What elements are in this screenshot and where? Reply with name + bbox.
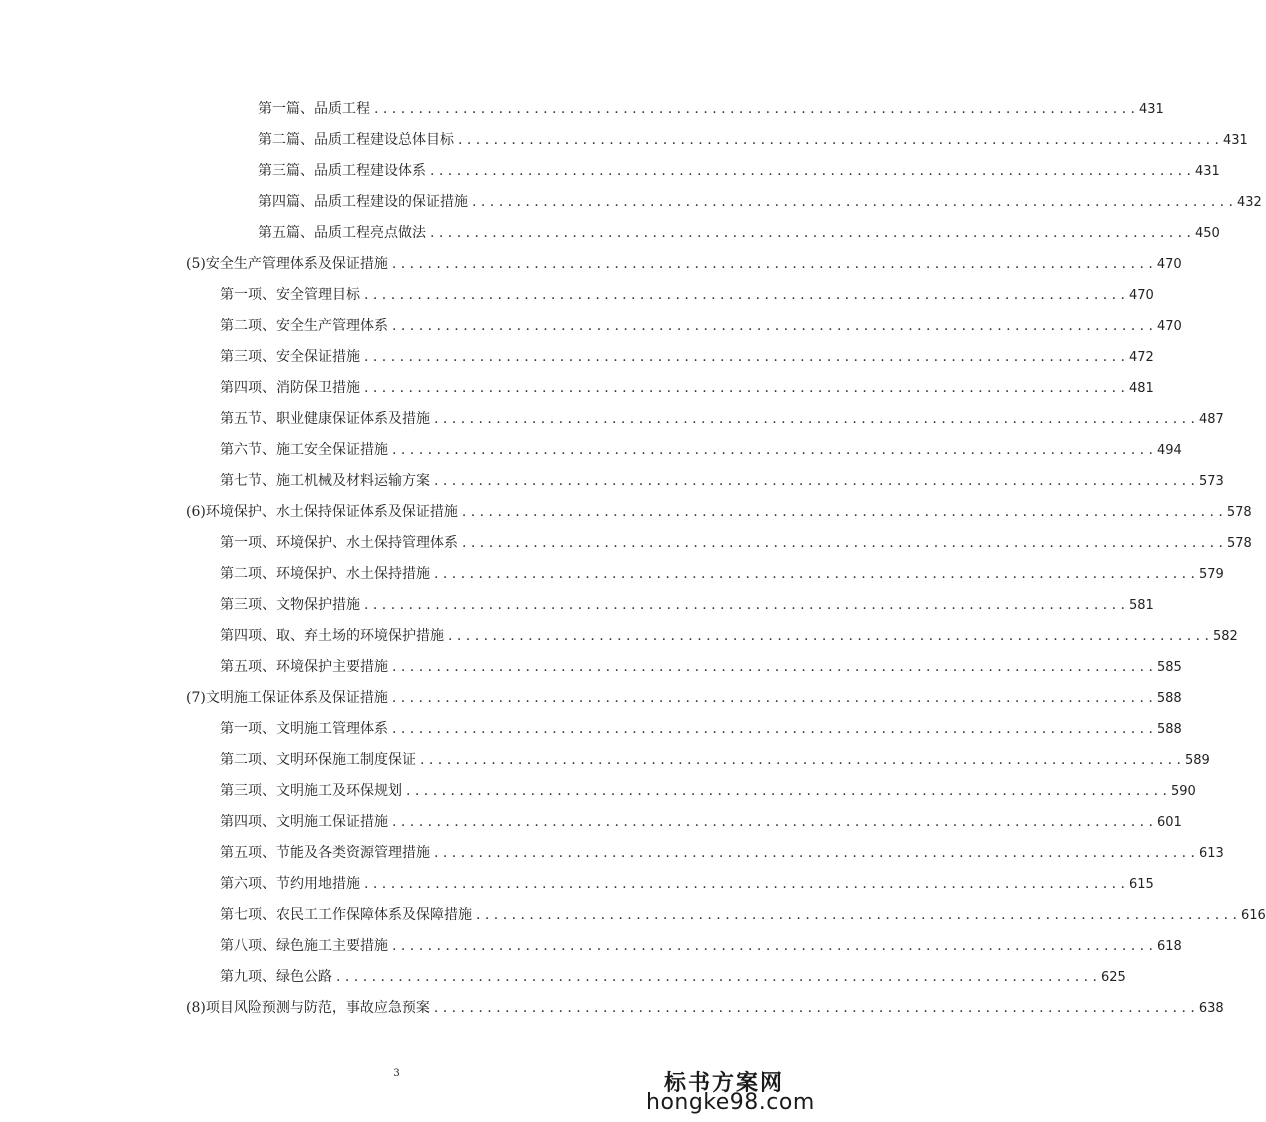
toc-leader-dots [392,249,1153,280]
toc-entry-page: 578 [1226,536,1252,551]
toc-entry-page: 494 [1156,443,1182,458]
toc-leader-dots [392,714,1153,745]
watermark-url: hongke98.com [646,1090,815,1115]
toc-entry-title: 第一项、文明施工管理体系 [220,721,388,737]
toc-entry-title: 第七节、施工机械及材料运输方案 [220,473,430,489]
toc-leader-dots [336,962,1097,993]
toc-entry-title: 第六节、施工安全保证措施 [220,442,388,458]
toc-entry-title: 第一项、安全管理目标 [220,287,360,303]
toc-entry[interactable] [258,125,1248,156]
toc-entry-page: 581 [1128,598,1154,613]
toc-entry-title: 第五项、环境保护主要措施 [220,659,388,675]
toc-leader-dots [434,838,1195,869]
toc-entry[interactable] [220,838,1224,869]
toc-leader-dots [364,590,1125,621]
toc-leader-dots [420,745,1181,776]
toc-entry-title: (6)环境保护、水土保持保证体系及保证措施 [186,504,458,520]
toc-entry-page: 487 [1198,412,1224,427]
toc-leader-dots [374,94,1135,125]
toc-entry-page: 638 [1198,1001,1224,1016]
toc-leader-dots [458,125,1219,156]
toc-entry[interactable] [186,497,1252,528]
toc-entry-title: 第二项、文明环保施工制度保证 [220,752,416,768]
toc-leader-dots [472,187,1233,218]
toc-entry-title: 第三项、安全保证措施 [220,349,360,365]
toc-leader-dots [364,280,1125,311]
toc-entry-title: 第三项、文明施工及环保规划 [220,783,402,799]
toc-entry-title: 第四项、消防保卫措施 [220,380,360,396]
toc-leader-dots [434,466,1195,497]
toc-leader-dots [430,218,1191,249]
toc-entry[interactable] [258,218,1220,249]
toc-leader-dots [448,621,1209,652]
toc-entry[interactable] [186,683,1182,714]
toc-entry[interactable] [220,466,1224,497]
toc-entry[interactable] [220,900,1266,931]
toc-entry[interactable] [258,187,1262,218]
toc-leader-dots [430,156,1191,187]
toc-leader-dots [462,528,1223,559]
toc-entry-title: 第五项、节能及各类资源管理措施 [220,845,430,861]
toc-entry-page: 625 [1100,970,1126,985]
toc-entry-page: 578 [1226,505,1252,520]
toc-entry-page: 601 [1156,815,1182,830]
toc-entry-title: 第五节、职业健康保证体系及措施 [220,411,430,427]
toc-entry-title: 第三篇、品质工程建设体系 [258,163,426,179]
toc-entry[interactable] [220,962,1126,993]
toc-entry-title: (5)安全生产管理体系及保证措施 [186,256,388,272]
toc-leader-dots [434,404,1195,435]
toc-entry-title: (8)项目风险预测与防范，事故应急预案 [186,1000,430,1016]
toc-entry-page: 590 [1170,784,1196,799]
toc-entry-title: 第四项、文明施工保证措施 [220,814,388,830]
toc-entry[interactable] [220,311,1182,342]
toc-leader-dots [476,900,1237,931]
toc-entry[interactable] [258,94,1164,125]
toc-entry-page: 588 [1156,722,1182,737]
toc-entry-page: 573 [1198,474,1224,489]
toc-entry-page: 613 [1198,846,1224,861]
toc-entry-page: 472 [1128,350,1154,365]
toc-entry-page: 432 [1236,195,1262,210]
toc-entry-page: 481 [1128,381,1154,396]
toc-entry-page: 450 [1194,226,1220,241]
toc-entry[interactable] [220,621,1238,652]
toc-entry[interactable] [186,249,1182,280]
toc-leader-dots [392,652,1153,683]
toc-entry[interactable] [220,714,1182,745]
toc-entry-title: 第七项、农民工工作保障体系及保障措施 [220,907,472,923]
toc-entry-title: 第二项、环境保护、水土保持措施 [220,566,430,582]
toc-leader-dots [392,311,1153,342]
toc-entry-page: 431 [1138,102,1164,117]
toc-entry-page: 470 [1156,257,1182,272]
toc-entry-page: 431 [1222,133,1248,148]
toc-entry-page: 616 [1240,908,1266,923]
toc-leader-dots [434,559,1195,590]
toc-entry-title: 第一篇、品质工程 [258,101,370,117]
toc-entry[interactable] [220,373,1154,404]
toc-leader-dots [392,683,1153,714]
toc-entry[interactable] [220,528,1252,559]
toc-leader-dots [364,869,1125,900]
toc-entry[interactable] [220,776,1196,807]
toc-entry[interactable] [220,435,1182,466]
watermark-title: 标书方案网 [664,1071,785,1096]
toc-entry-page: 585 [1156,660,1182,675]
toc-entry[interactable] [220,280,1154,311]
toc-leader-dots [392,807,1153,838]
toc-entry-title: (7)文明施工保证体系及保证措施 [186,690,388,706]
toc-leader-dots [462,497,1223,528]
toc-entry-page: 470 [1156,319,1182,334]
toc-entry-page: 431 [1194,164,1220,179]
toc-entry[interactable] [220,652,1182,683]
toc-entry-page: 588 [1156,691,1182,706]
toc-leader-dots [434,993,1195,1024]
toc-entry-title: 第三项、文物保护措施 [220,597,360,613]
toc-leader-dots [364,342,1125,373]
toc-entry-page: 470 [1128,288,1154,303]
toc-entry-page: 579 [1198,567,1224,582]
toc-entry-title: 第四篇、品质工程建设的保证措施 [258,194,468,210]
toc-entry-title: 第六项、节约用地措施 [220,876,360,892]
toc-entry-title: 第九项、绿色公路 [220,969,332,985]
page-number: 3 [393,1068,400,1079]
toc-entry-page: 615 [1128,877,1154,892]
toc-entry-title: 第一项、环境保护、水土保持管理体系 [220,535,458,551]
toc-entry-page: 589 [1184,753,1210,768]
toc-leader-dots [392,435,1153,466]
toc-entry-page: 582 [1212,629,1238,644]
toc-entry[interactable] [220,404,1224,435]
toc-leader-dots [392,931,1153,962]
toc-entry-title: 第五篇、品质工程亮点做法 [258,225,426,241]
toc-entry[interactable] [220,342,1154,373]
toc-entry[interactable] [258,156,1220,187]
toc-entry-page: 618 [1156,939,1182,954]
toc-leader-dots [364,373,1125,404]
toc-entry[interactable] [220,590,1154,621]
toc-leader-dots [406,776,1167,807]
toc-entry[interactable] [220,869,1154,900]
toc-entry[interactable] [186,993,1224,1024]
toc-entry[interactable] [220,559,1224,590]
toc-entry[interactable] [220,807,1182,838]
toc-entry-title: 第四项、取、弃土场的环境保护措施 [220,628,444,644]
toc-entry-title: 第二篇、品质工程建设总体目标 [258,132,454,148]
toc-entry-title: 第八项、绿色施工主要措施 [220,938,388,954]
toc-entry[interactable] [220,745,1210,776]
toc-entry[interactable] [220,931,1182,962]
toc-entry-title: 第二项、安全生产管理体系 [220,318,388,334]
